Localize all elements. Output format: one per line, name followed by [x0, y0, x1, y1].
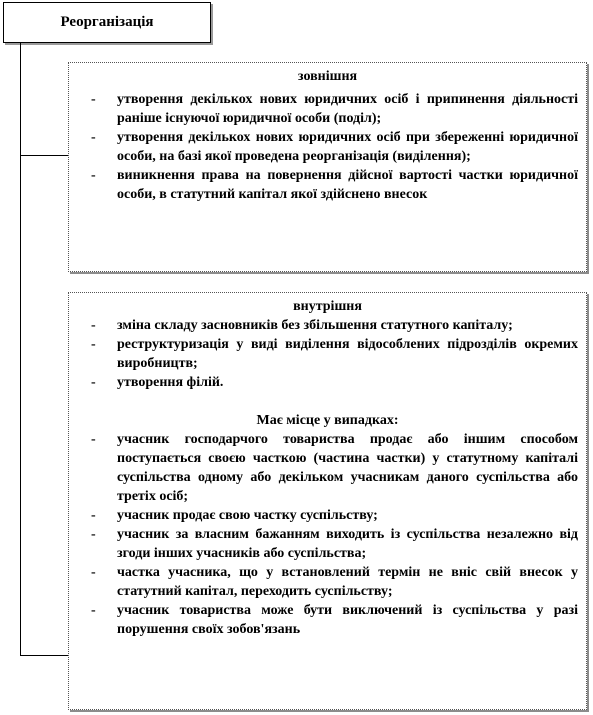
outer-reorganization-panel [68, 62, 587, 272]
outer-items-list [77, 90, 578, 204]
root-node-box [3, 2, 211, 43]
list-item: - утворення декількох нових юридичних осіб при збереженні юридичної особи, на базі якої проведена реорганізація (виділення); [77, 128, 578, 166]
list-item: - утворення декількох нових юридичних осіб і припинення діяльності раніше існуючої юридичної особи (поділ); [77, 90, 578, 128]
list-item: - учасник за власним бажанням виходить із суспільства незалежно від згоди інших учасників або суспільства; [77, 525, 578, 563]
connector-trunk [20, 43, 21, 655]
list-item: - учасник продає свою частку суспільству; [77, 506, 578, 525]
cases-list [77, 430, 578, 639]
spacer [77, 392, 578, 411]
list-item: - частка учасника, що у встановлений термін не вніс свій внесок у статутний капітал, переходить суспільству; [77, 563, 578, 601]
list-item: - учасник товариства може бути виключений із суспільства у разі порушення своїх зобов'язань [77, 601, 578, 639]
list-item: - реструктуризація у виді виділення відособлених підрозділів окремих виробництв; [77, 335, 578, 373]
outer-panel-title: зовнішня [297, 69, 358, 84]
list-item: - учасник господарчого товариства продає або іншим способом поступається своєю часткою (частина частки) у статутному капіталі суспільства одному або декільком учасникам даного суспільства або третіх осіб; [77, 430, 578, 506]
list-item: - утворення філій. [77, 373, 578, 392]
list-item: - виникнення права на повернення дійсної вартості частки юридичної особи, в статутний капітал якої здійснено внесок [77, 166, 578, 204]
connector-branch-outer [20, 155, 68, 156]
connector-branch-inner [20, 655, 68, 656]
list-item: - зміна складу засновників без збільшення статутного капіталу; [77, 316, 578, 335]
inner-items-list [77, 316, 578, 392]
inner-reorganization-panel [68, 292, 587, 710]
root-node-label: Реорганізація [60, 14, 154, 30]
cases-title: Має місце у випадках: [256, 413, 399, 428]
inner-panel-title: внутрішня [293, 299, 362, 314]
